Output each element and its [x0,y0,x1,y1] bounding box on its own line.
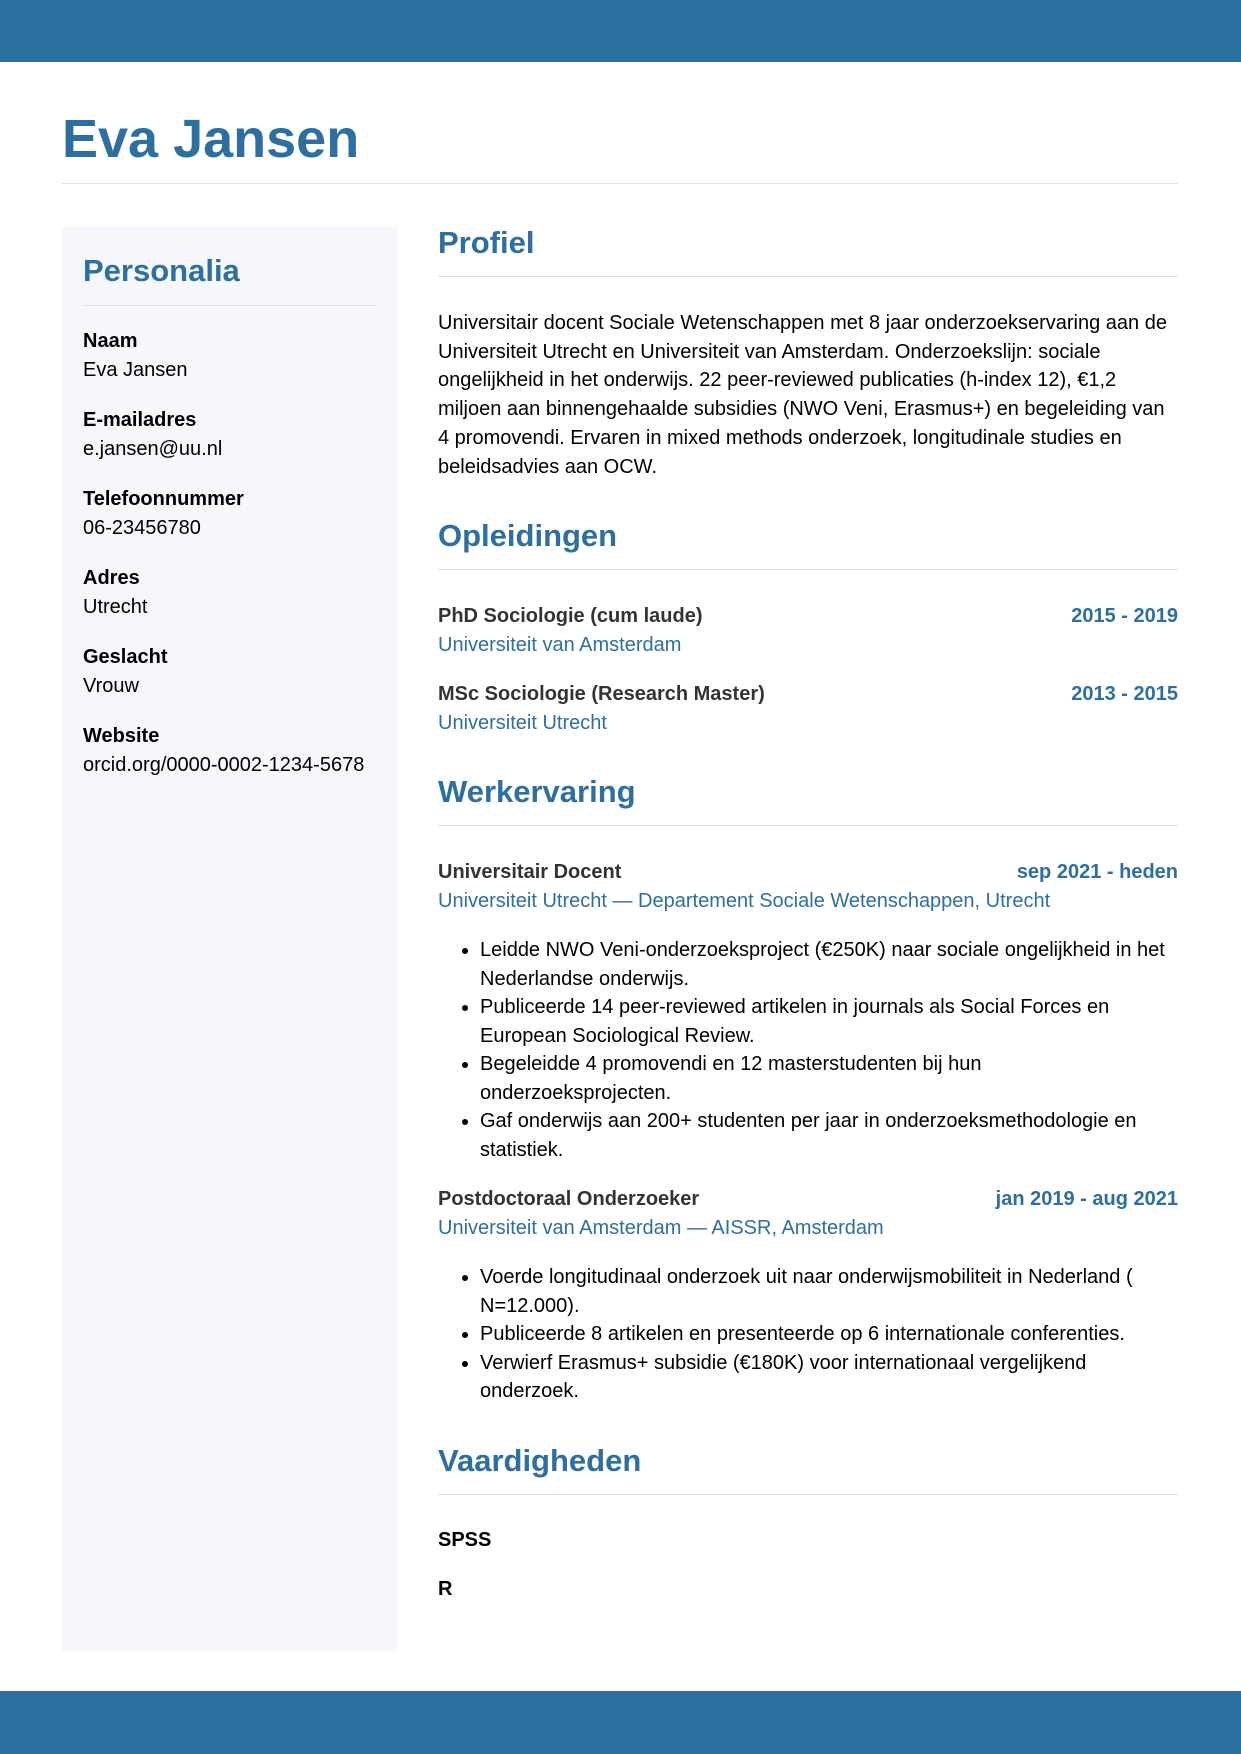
education-entry [438,680,1178,737]
skill-item: R [438,1577,453,1600]
personal-item-email [83,406,376,463]
page-title: Eva Jansen [62,109,360,169]
work-entry [438,1185,1178,1406]
personal-item-name [83,327,376,384]
personal-value: Eva Jansen [83,358,188,381]
personal-item-address [83,564,376,621]
section-profile [438,222,1178,481]
work-bullets [438,1263,1178,1406]
work-bullet: • Voerde longitudinaal onderzoek uit naar onderwijsmobiliteit in Nederland ( N=12.000). [480,1263,1178,1320]
work-bullet: • Publiceerde 14 peer-reviewed artikelen in journals als Social Forces en European Sociological Review. [480,993,1178,1050]
work-entry-header [438,858,1178,887]
work-role: Universitair Docent [438,861,622,884]
work-bullet: • Begeleidde 4 promovendi en 12 masterstudenten bij hun onderzoeksprojecten. [480,1050,1178,1107]
personal-label: Geslacht [83,646,168,668]
education-degree: PhD Sociologie (cum laude) [438,605,703,628]
profile-text: Universitair docent Sociale Wetenschappen met 8 jaar onderzoekservaring aan de Universiteit Utrecht en Universiteit van Amsterdam. Onderzoekslijn: sociale ongelijkheid in het onderwijs. 22 peer-reviewed publicaties (h-index 12), €1,2 miljoen aan binnengehaalde subsidies (NWO Veni, Erasmus+) en begeleiding van 4 promovendi. Ervaren in mixed methods onderzoek, longitudinale studies en beleidsadvies aan OCW. [438,312,1167,478]
education-dates: 2013 - 2015 [1071,683,1178,706]
personal-item-gender [83,643,376,700]
top-accent-bar [0,0,1241,62]
work-bullet: • Publiceerde 8 artikelen en presenteerde op 6 internationale conferenties. [480,1320,1178,1349]
section-education [438,515,1178,737]
work-dates: jan 2019 - aug 2021 [995,1188,1178,1211]
education-institution: Universiteit van Amsterdam [438,633,682,656]
section-work [438,771,1178,1406]
work-dates: sep 2021 - heden [1016,861,1178,884]
work-entry-header [438,1185,1178,1214]
work-bullet: • Gaf onderwijs aan 200+ studenten per jaar in onderzoeksmethodologie en statistiek. [480,1107,1178,1164]
section-title-profile: Profiel [438,222,1178,277]
personal-label: E-mailadres [83,409,197,431]
education-dates: 2015 - 2019 [1071,605,1178,628]
section-title-skills: Vaardigheden [438,1440,1178,1495]
personal-item-website [83,722,376,779]
personal-value: Vrouw [83,674,139,697]
personal-item-phone [83,485,376,542]
section-title-education: Opleidingen [438,515,1178,570]
work-employer: Universiteit Utrecht — Departement Sociale Wetenschappen, Utrecht [438,889,1051,912]
education-entry-header [438,680,1178,709]
education-degree: MSc Sociologie (Research Master) [438,683,765,706]
personal-value: Utrecht [83,595,148,618]
personal-label: Telefoonnummer [83,488,244,510]
personal-label: Website [83,725,160,747]
work-role: Postdoctoraal Onderzoeker [438,1188,700,1211]
sidebar-personalia [62,227,397,1651]
work-employer: Universiteit van Amsterdam — AISSR, Amsterdam [438,1216,884,1239]
personal-value: e.jansen@uu.nl [83,437,223,460]
skill-item: SPSS [438,1528,492,1551]
website-link[interactable]: orcid.org/0000-0002-1234-5678 [83,753,365,776]
header-divider [62,183,1178,184]
work-bullet: • Leidde NWO Veni-onderzoeksproject (€250K) naar sociale ongelijkheid in het Nederlandse onderwijs. [480,936,1178,993]
sidebar-title: Personalia [83,250,376,306]
main-content [438,222,1178,1603]
personal-value: 06-23456780 [83,516,201,539]
education-entry [438,602,1178,659]
bottom-accent-bar [0,1691,1241,1754]
work-entry [438,858,1178,1164]
section-skills [438,1440,1178,1603]
personal-label: Adres [83,567,140,589]
personal-label: Naam [83,330,138,352]
education-institution: Universiteit Utrecht [438,711,607,734]
work-bullet: • Verwierf Erasmus+ subsidie (€180K) voor internationaal vergelijkend onderzoek. [480,1349,1178,1406]
education-entry-header [438,602,1178,631]
section-title-work: Werkervaring [438,771,1178,826]
work-bullets [438,936,1178,1164]
